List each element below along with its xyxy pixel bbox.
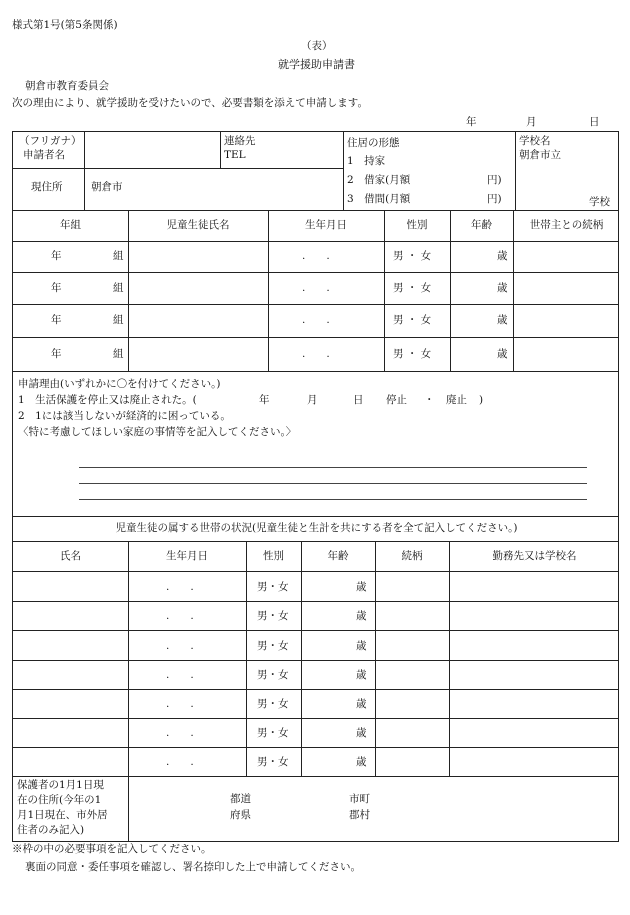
reason-item1-month: 月 xyxy=(307,394,318,406)
date-month-label: 月 xyxy=(526,116,537,128)
child-row-class: 組 xyxy=(113,314,124,326)
household-header-name: 氏名 xyxy=(60,550,81,562)
date-day-label: 日 xyxy=(589,116,600,128)
child-row-age: 歳 xyxy=(497,282,508,294)
household-header-age: 年齢 xyxy=(327,550,349,562)
date-year-label: 年 xyxy=(466,116,477,128)
household-row-age: 歳 xyxy=(356,756,367,768)
children-header-name: 児童生徒氏名 xyxy=(166,219,230,231)
applicant-name-label: 申請者名 xyxy=(23,149,65,161)
guardian-label-line: 保護者の1月1日現 xyxy=(17,779,104,791)
child-row-dots: . . xyxy=(302,250,330,262)
child-row-year: 年 xyxy=(51,282,62,294)
child-row-year: 年 xyxy=(51,348,62,360)
rent-yen-label: 円) xyxy=(487,174,502,186)
household-table xyxy=(12,516,619,777)
household-header-birthdate: 生年月日 xyxy=(166,550,208,562)
reason-item1-day: 日 xyxy=(353,394,364,406)
reason-header: 申請理由(いずれかに〇を付けてください。) xyxy=(18,378,221,390)
reason-section xyxy=(12,371,619,517)
reason-writing-line[interactable] xyxy=(79,499,587,500)
household-row-age: 歳 xyxy=(356,610,367,622)
household-header-workplace: 勤務先又は学校名 xyxy=(492,550,577,562)
household-row-age: 歳 xyxy=(356,669,367,681)
reason-item1-stop[interactable]: 停止 xyxy=(386,394,407,406)
household-row-sex[interactable]: 男・女 xyxy=(257,610,289,622)
reason-item-1[interactable]: 1 生活保護を停止又は廃止された。( xyxy=(18,394,197,406)
guardian-address-section xyxy=(12,776,619,842)
child-row-age: 歳 xyxy=(497,348,508,360)
household-row-sex[interactable]: 男・女 xyxy=(257,756,289,768)
household-row-dots: . . xyxy=(166,756,194,768)
footnote-required: ※枠の中の必要事項を記入してください。 xyxy=(12,843,212,855)
prefecture-label-bottom: 府県 xyxy=(230,809,251,821)
children-table xyxy=(12,210,619,372)
guardian-label-line: 在の住所(今年の1 xyxy=(17,794,102,806)
child-row-sex[interactable]: 男 ・ 女 xyxy=(393,314,432,326)
footnote-consent: 裏面の同意・委任事項を確認し、署名捺印した上で申請してください。 xyxy=(25,861,361,873)
contact-label: 連絡先 xyxy=(224,135,256,147)
household-row-dots: . . xyxy=(166,610,194,622)
child-row-sex[interactable]: 男 ・ 女 xyxy=(393,250,432,262)
household-row-sex[interactable]: 男・女 xyxy=(257,669,289,681)
household-row-dots: . . xyxy=(166,640,194,652)
side-label: （表） xyxy=(301,40,333,52)
reason-writing-line[interactable] xyxy=(79,467,587,468)
child-row-year: 年 xyxy=(51,250,62,262)
household-row-dots: . . xyxy=(166,698,194,710)
furigana-label: （フリガナ） xyxy=(19,135,82,147)
addressee: 朝倉市教育委員会 xyxy=(25,80,109,92)
child-row-sex[interactable]: 男 ・ 女 xyxy=(393,348,432,360)
children-header-birthdate: 生年月日 xyxy=(305,219,347,231)
housing-option-room[interactable]: 3 借間(月額 xyxy=(347,193,411,205)
household-row-sex[interactable]: 男・女 xyxy=(257,727,289,739)
city-label-bottom: 郡村 xyxy=(349,809,370,821)
reason-item1-dot: ・ xyxy=(424,394,435,406)
household-header-sex: 性別 xyxy=(263,550,284,562)
housing-option-rent[interactable]: 2 借家(月額 xyxy=(347,174,411,186)
child-row-dots: . . xyxy=(302,282,330,294)
intro-text: 次の理由により、就学援助を受けたいので、必要書類を添えて申請します。 xyxy=(12,97,368,109)
children-header-class: 年組 xyxy=(60,219,81,231)
city-label-top: 市町 xyxy=(349,793,370,805)
child-row-dots: . . xyxy=(302,314,330,326)
form-number: 様式第1号(第5条関係) xyxy=(12,19,118,31)
child-row-dots: . . xyxy=(302,348,330,360)
room-yen-label: 円) xyxy=(487,193,502,205)
household-row-dots: . . xyxy=(166,727,194,739)
school-city-label: 朝倉市立 xyxy=(519,149,561,161)
household-row-age: 歳 xyxy=(356,698,367,710)
household-row-dots: . . xyxy=(166,581,194,593)
guardian-label-line: 住者のみ記入) xyxy=(17,824,85,836)
reason-note: 〈特に考慮してほしい家庭の事情等を記入してください。〉 xyxy=(18,426,297,438)
reason-item1-close: ) xyxy=(479,394,484,406)
reason-item-2[interactable]: 2 1には該当しないが経済的に困っている。 xyxy=(18,410,231,422)
household-section-title: 児童生徒の属する世帯の状況(児童生徒と生計を共にする者を全て記入してください。) xyxy=(115,522,518,534)
household-row-sex[interactable]: 男・女 xyxy=(257,640,289,652)
housing-label: 住居の形態 xyxy=(347,137,400,149)
reason-item1-year: 年 xyxy=(259,394,270,406)
child-row-class: 組 xyxy=(113,282,124,294)
tel-label: TEL xyxy=(224,149,246,161)
household-row-sex[interactable]: 男・女 xyxy=(257,698,289,710)
housing-option-own[interactable]: 1 持家 xyxy=(347,155,386,167)
prefecture-label-top: 都道 xyxy=(230,793,251,805)
child-row-year: 年 xyxy=(51,314,62,326)
child-row-class: 組 xyxy=(113,348,124,360)
school-suffix-label: 学校 xyxy=(589,196,610,208)
child-row-age: 歳 xyxy=(497,314,508,326)
reason-writing-line[interactable] xyxy=(79,483,587,484)
address-value: 朝倉市 xyxy=(91,181,123,193)
household-row-age: 歳 xyxy=(356,727,367,739)
school-name-label: 学校名 xyxy=(519,135,551,147)
household-row-dots: . . xyxy=(166,669,194,681)
guardian-label-line: 月1日現在、市外居 xyxy=(17,809,108,821)
applicant-section xyxy=(12,131,619,211)
reason-item1-abolish[interactable]: 廃止 xyxy=(446,394,467,406)
children-header-sex: 性別 xyxy=(406,219,428,231)
children-header-relation: 世帯主との続柄 xyxy=(529,219,604,231)
form-title: 就学援助申請書 xyxy=(278,58,355,71)
household-row-age: 歳 xyxy=(356,581,367,593)
household-row-age: 歳 xyxy=(356,640,367,652)
address-label: 現住所 xyxy=(31,181,63,193)
household-row-sex[interactable]: 男・女 xyxy=(257,581,289,593)
child-row-sex[interactable]: 男 ・ 女 xyxy=(393,282,432,294)
child-row-age: 歳 xyxy=(497,250,508,262)
children-header-age: 年齢 xyxy=(471,219,492,231)
household-header-relation: 続柄 xyxy=(401,550,423,562)
child-row-class: 組 xyxy=(113,250,124,262)
